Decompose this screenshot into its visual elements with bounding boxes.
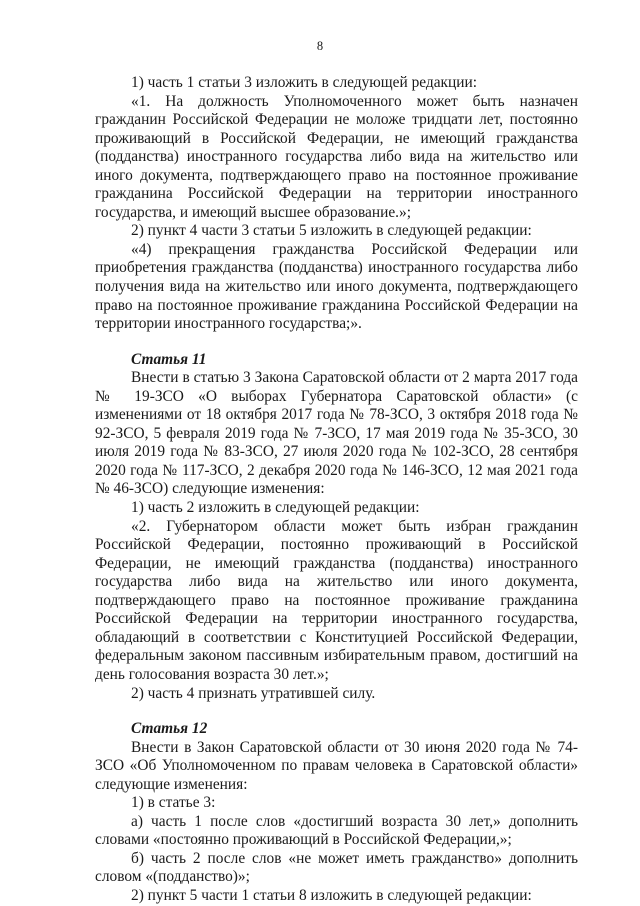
paragraph: а) часть 1 после слов «достигший возраста 30 лет,» дополнить словами «постоянно проживающий в Российской Федерации,»; (95, 812, 578, 849)
article-heading: Статья 12 (131, 720, 208, 738)
document-body (95, 74, 578, 906)
article-heading: Статья 11 (131, 350, 207, 368)
paragraph: 1) часть 1 статьи 3 изложить в следующей редакции: (131, 74, 478, 91)
paragraph: 2) часть 4 признать утратившей силу. (131, 684, 376, 702)
paragraph: 1) часть 2 изложить в следующей редакции: (131, 499, 420, 517)
paragraph: 2) пункт 5 части 1 статьи 8 изложить в следующей редакции: (131, 886, 532, 904)
paragraph: б) часть 2 после слов «не может иметь гражданство» дополнить словом «(подданство)»; (95, 849, 578, 886)
paragraph: «2. Губернатором области может быть избран гражданин Российской Федерации, постоянно проживающий в Российской Федерации, не имеющий гражданства (подданства) иностранного государства либо вида на жительство или иного документа, подтверждающего право на постоянное проживание гражданина Российской Федерации на территории иностранного государства, обладающий в соответствии с Конституцией Российской Федерации, федеральным законом пассивным избирательным правом, достигший на день голосования возраста 30 лет.»; (95, 517, 578, 683)
paragraph: 1) в статье 3: (131, 794, 216, 812)
paragraph: 2) пункт 4 части 3 статьи 5 изложить в следующей редакции: (131, 222, 532, 240)
page-number: 8 (316, 39, 324, 53)
paragraph: Внести в статью 3 Закона Саратовской области от 2 марта 2017 года № 19-ЗСО «О выборах Губернатора Саратовской области» (с изменениями от 18 октября 2017 года № 78-ЗСО, 3 октября 2018 года № 92-ЗСО, 5 февраля 2019 года № 7-ЗСО, 17 мая 2019 года № 35-ЗСО, 30 июля 2019 года № 83-ЗСО, 27 июля 2020 года № 102-ЗСО, 28 сентября 2020 года № 117-ЗСО, 2 декабря 2020 года № 146-ЗСО, 12 мая 2021 года № 46-ЗСО) следующие изменения: (95, 369, 578, 498)
paragraph: «4) прекращения гражданства Российской Федерации или приобретения гражданства (подданства) иностранного государства либо получения вида на жительство или иного документа, подтверждающего право на постоянное проживание гражданина Российской Федерации на территории иностранного государства;». (95, 240, 578, 333)
paragraph: «1. На должность Уполномоченного может быть назначен гражданин Российской Федерации не моложе тридцати лет, постоянно проживающий в Российской Федерации, не имеющий гражданства (подданства) иностранного государства либо вида на жительство или иного документа, подтверждающего право на постоянное проживание гражданина Российской Федерации на территории иностранного государства, и имеющий высшее образование.»; (95, 92, 578, 221)
paragraph: Внести в Закон Саратовской области от 30 июня 2020 года № 74-ЗСО «Об Уполномоченном по правам человека в Саратовской области» следующие изменения: (95, 738, 578, 793)
